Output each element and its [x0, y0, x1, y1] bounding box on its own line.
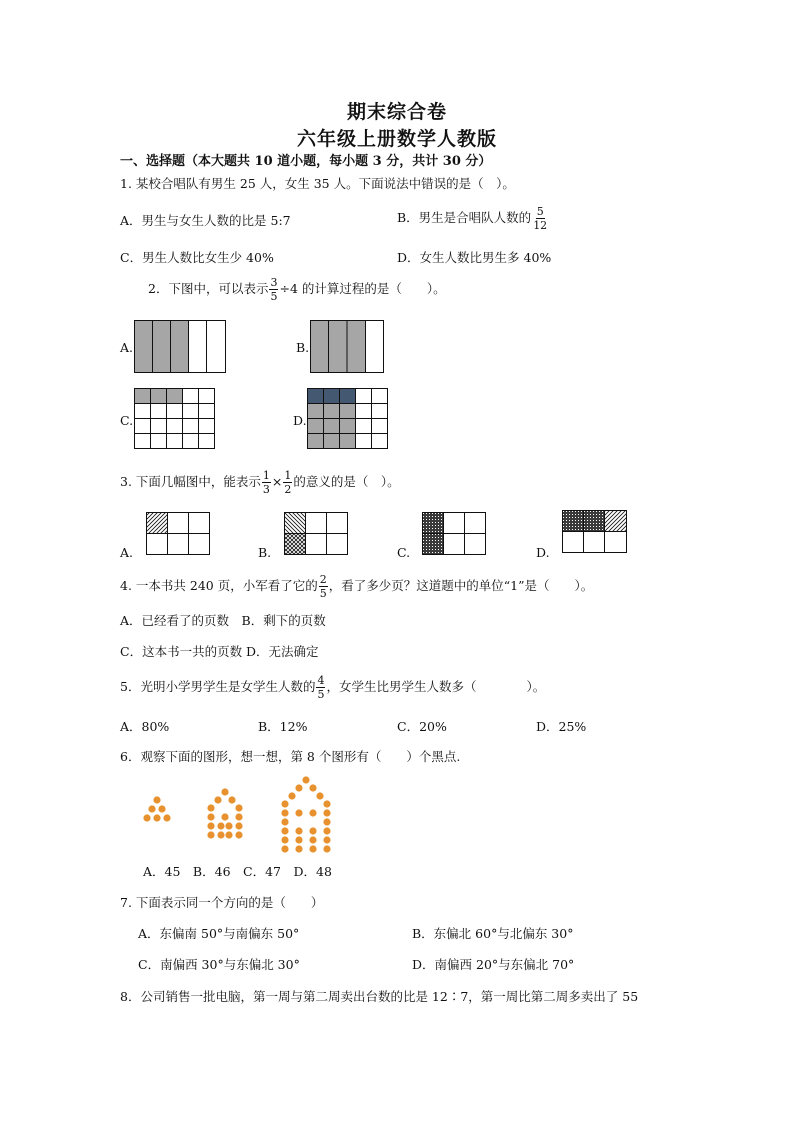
q1-option-b-text: B．男生是合唱队人数的 [397, 210, 532, 226]
dot [225, 831, 232, 838]
q3-stem-post: 的意义的是（ ）。 [293, 474, 400, 490]
numerator: 5 [536, 205, 544, 218]
q1-option-b [397, 206, 549, 231]
dot [163, 814, 170, 821]
dot [225, 822, 232, 829]
numerator: 3 [270, 276, 278, 289]
q3-label-b: B. [258, 545, 272, 560]
q1-option-a: A．男生与女生人数的比是 5:7 [120, 213, 291, 228]
grid-cell [199, 434, 215, 449]
q7-option-c: C．南偏西 30°与东偏北 30° [138, 957, 300, 972]
fraction [269, 277, 278, 302]
q7-option-b: B．东偏北 60°与北偏东 30° [412, 926, 574, 941]
numerator: 1 [284, 469, 292, 482]
dot [323, 836, 330, 843]
fraction [316, 675, 325, 700]
grid-cell [324, 389, 340, 404]
dot [295, 836, 302, 843]
grid-cell [135, 434, 151, 449]
dot [153, 796, 160, 803]
denominator: 5 [319, 587, 327, 600]
q2-label-a: A. [120, 340, 134, 355]
grid-cell [308, 404, 324, 419]
q8-stem: 8．公司销售一批电脑，第一周与第二周卖出台数的比是 12∶7，第一周比第二周多卖出了 55 [120, 989, 639, 1004]
dot [323, 800, 330, 807]
grid-cell [151, 419, 167, 434]
page-subtitle: 六年级上册数学人教版 [296, 128, 497, 150]
fraction [319, 574, 328, 599]
q5-option-d: D．25% [536, 719, 587, 734]
grid-cell [183, 419, 199, 434]
dot [235, 804, 242, 811]
fraction [283, 470, 292, 495]
dot [214, 796, 221, 803]
times-sign: × [271, 474, 283, 490]
grid-cell [151, 404, 167, 419]
dot [235, 822, 242, 829]
numerator: 2 [319, 573, 327, 586]
denominator: 3 [262, 483, 270, 496]
dot [316, 792, 323, 799]
grid-cell [199, 389, 215, 404]
grid-cell [308, 389, 324, 404]
dot [281, 836, 288, 843]
q2-label-b: B. [296, 340, 310, 355]
dot [281, 809, 288, 816]
q1-stem: 1. 某校合唱队有男生 25 人，女生 35 人。下面说法中错误的是（ ）。 [120, 176, 515, 191]
dot [207, 831, 214, 838]
denominator: 2 [284, 483, 292, 496]
dot [148, 805, 155, 812]
q6-options: A．45 B．46 C．47 D．48 [143, 864, 332, 879]
dot [217, 822, 224, 829]
q5-option-a: A．80% [120, 719, 170, 734]
dot [309, 845, 316, 852]
q5-option-b: B．12% [258, 719, 308, 734]
q7-option-a: A．东偏南 50°与南偏东 50° [138, 926, 300, 941]
q3-figure-a [146, 512, 210, 555]
dot [143, 814, 150, 821]
dot [295, 809, 302, 816]
grid-cell [135, 419, 151, 434]
q3-figure-c [422, 512, 486, 555]
fraction [532, 206, 548, 231]
q4-stem-pre: 4. 一本书共 240 页，小军看了它的 [120, 578, 318, 594]
q7-stem: 7. 下面表示同一个方向的是（ ） [120, 895, 324, 910]
dot [235, 813, 242, 820]
q3-figure-b [284, 512, 348, 555]
dot [295, 827, 302, 834]
dot [302, 776, 309, 783]
q6-stem: 6．观察下面的图形，想一想，第 8 个图形有（ ）个黑点. [120, 749, 461, 764]
denominator: 5 [270, 290, 278, 303]
grid-cell [183, 434, 199, 449]
grid-cell [340, 434, 356, 449]
q2-stem-post: ÷4 的计算过程的是（ ）。 [279, 281, 446, 297]
grid-cell [324, 404, 340, 419]
dot [309, 784, 316, 791]
numerator: 4 [317, 674, 325, 687]
dot [323, 827, 330, 834]
q5-stem-post: ，女学生比男学生人数多（ ）。 [326, 679, 546, 695]
dot [288, 792, 295, 799]
grid-cell [183, 389, 199, 404]
q6-dot-figures [140, 772, 340, 852]
grid-cell [372, 434, 388, 449]
dot [323, 845, 330, 852]
section-heading-note: （本大题共 10 道小题，每小题 3 分，共计 30 分） [185, 154, 492, 169]
grid-cell [324, 434, 340, 449]
dot [153, 814, 160, 821]
dot [221, 788, 228, 795]
grid-cell [372, 404, 388, 419]
grid-cell [356, 404, 372, 419]
q5-stem [120, 675, 545, 700]
q4-options-cd: C．这本书一共的页数 D．无法确定 [120, 644, 319, 659]
q3-label-d: D. [536, 545, 550, 560]
dot [309, 827, 316, 834]
dot [235, 831, 242, 838]
q4-options-ab: A．已经看了的页数 B．剩下的页数 [120, 613, 326, 628]
grid-cell [199, 419, 215, 434]
q5-stem-pre: 5．光明小学男学生是女学生人数的 [120, 679, 316, 695]
q4-stem [120, 574, 593, 599]
dot [309, 809, 316, 816]
q2-stem-pre: 2．下图中，可以表示 [148, 281, 269, 297]
dot [217, 831, 224, 838]
dot [221, 813, 228, 820]
dot [323, 809, 330, 816]
q3-figure-d [562, 510, 627, 553]
grid-cell [167, 404, 183, 419]
denominator: 12 [533, 219, 548, 232]
grid-cell [372, 389, 388, 404]
dot [228, 796, 235, 803]
dot [309, 836, 316, 843]
dot [295, 784, 302, 791]
dot [281, 800, 288, 807]
grid-cell [167, 389, 183, 404]
dot [207, 822, 214, 829]
q2-figure-b [310, 320, 384, 373]
q2-label-d: D. [293, 413, 307, 428]
grid-cell [324, 419, 340, 434]
grid-cell [308, 419, 324, 434]
grid-cell [135, 404, 151, 419]
grid-cell [151, 389, 167, 404]
denominator: 5 [317, 688, 325, 701]
grid-cell [151, 434, 167, 449]
q3-stem [120, 470, 400, 495]
grid-cell [340, 419, 356, 434]
dot [295, 845, 302, 852]
q2-figure-d [307, 388, 387, 448]
grid-cell [135, 389, 151, 404]
grid-cell [308, 434, 324, 449]
q1-option-d: D．女生人数比男生多 40% [397, 250, 552, 265]
grid-cell [340, 389, 356, 404]
section-heading-label: 一、选择题 [120, 154, 186, 169]
dot [281, 845, 288, 852]
q3-stem-pre: 3. 下面几幅图中，能表示 [120, 474, 261, 490]
q5-option-c: C．20% [397, 719, 447, 734]
q7-option-d: D．南偏西 20°与东偏北 70° [412, 957, 575, 972]
dot [281, 818, 288, 825]
dot [207, 804, 214, 811]
q2-figure-a [134, 320, 226, 373]
grid-cell [372, 419, 388, 434]
grid-cell [167, 419, 183, 434]
grid-cell [356, 434, 372, 449]
page-title: 期末综合卷 [346, 101, 447, 123]
grid-cell [356, 389, 372, 404]
grid-cell [340, 404, 356, 419]
q1-option-c: C．男生人数比女生少 40% [120, 250, 274, 265]
dot [323, 818, 330, 825]
fraction [262, 470, 271, 495]
q2-figure-c [134, 388, 214, 448]
q3-label-c: C. [397, 545, 411, 560]
q2-stem [148, 277, 446, 302]
grid-cell [183, 404, 199, 419]
q2-label-c: C. [120, 413, 134, 428]
dot [207, 813, 214, 820]
dot [281, 827, 288, 834]
grid-cell [199, 404, 215, 419]
numerator: 1 [262, 469, 270, 482]
grid-cell [167, 434, 183, 449]
dot [158, 805, 165, 812]
section-heading [120, 155, 491, 168]
q4-stem-post: ，看了多少页？这道题中的单位“1”是（ ）。 [328, 578, 594, 594]
q3-label-a: A. [120, 545, 134, 560]
grid-cell [356, 419, 372, 434]
